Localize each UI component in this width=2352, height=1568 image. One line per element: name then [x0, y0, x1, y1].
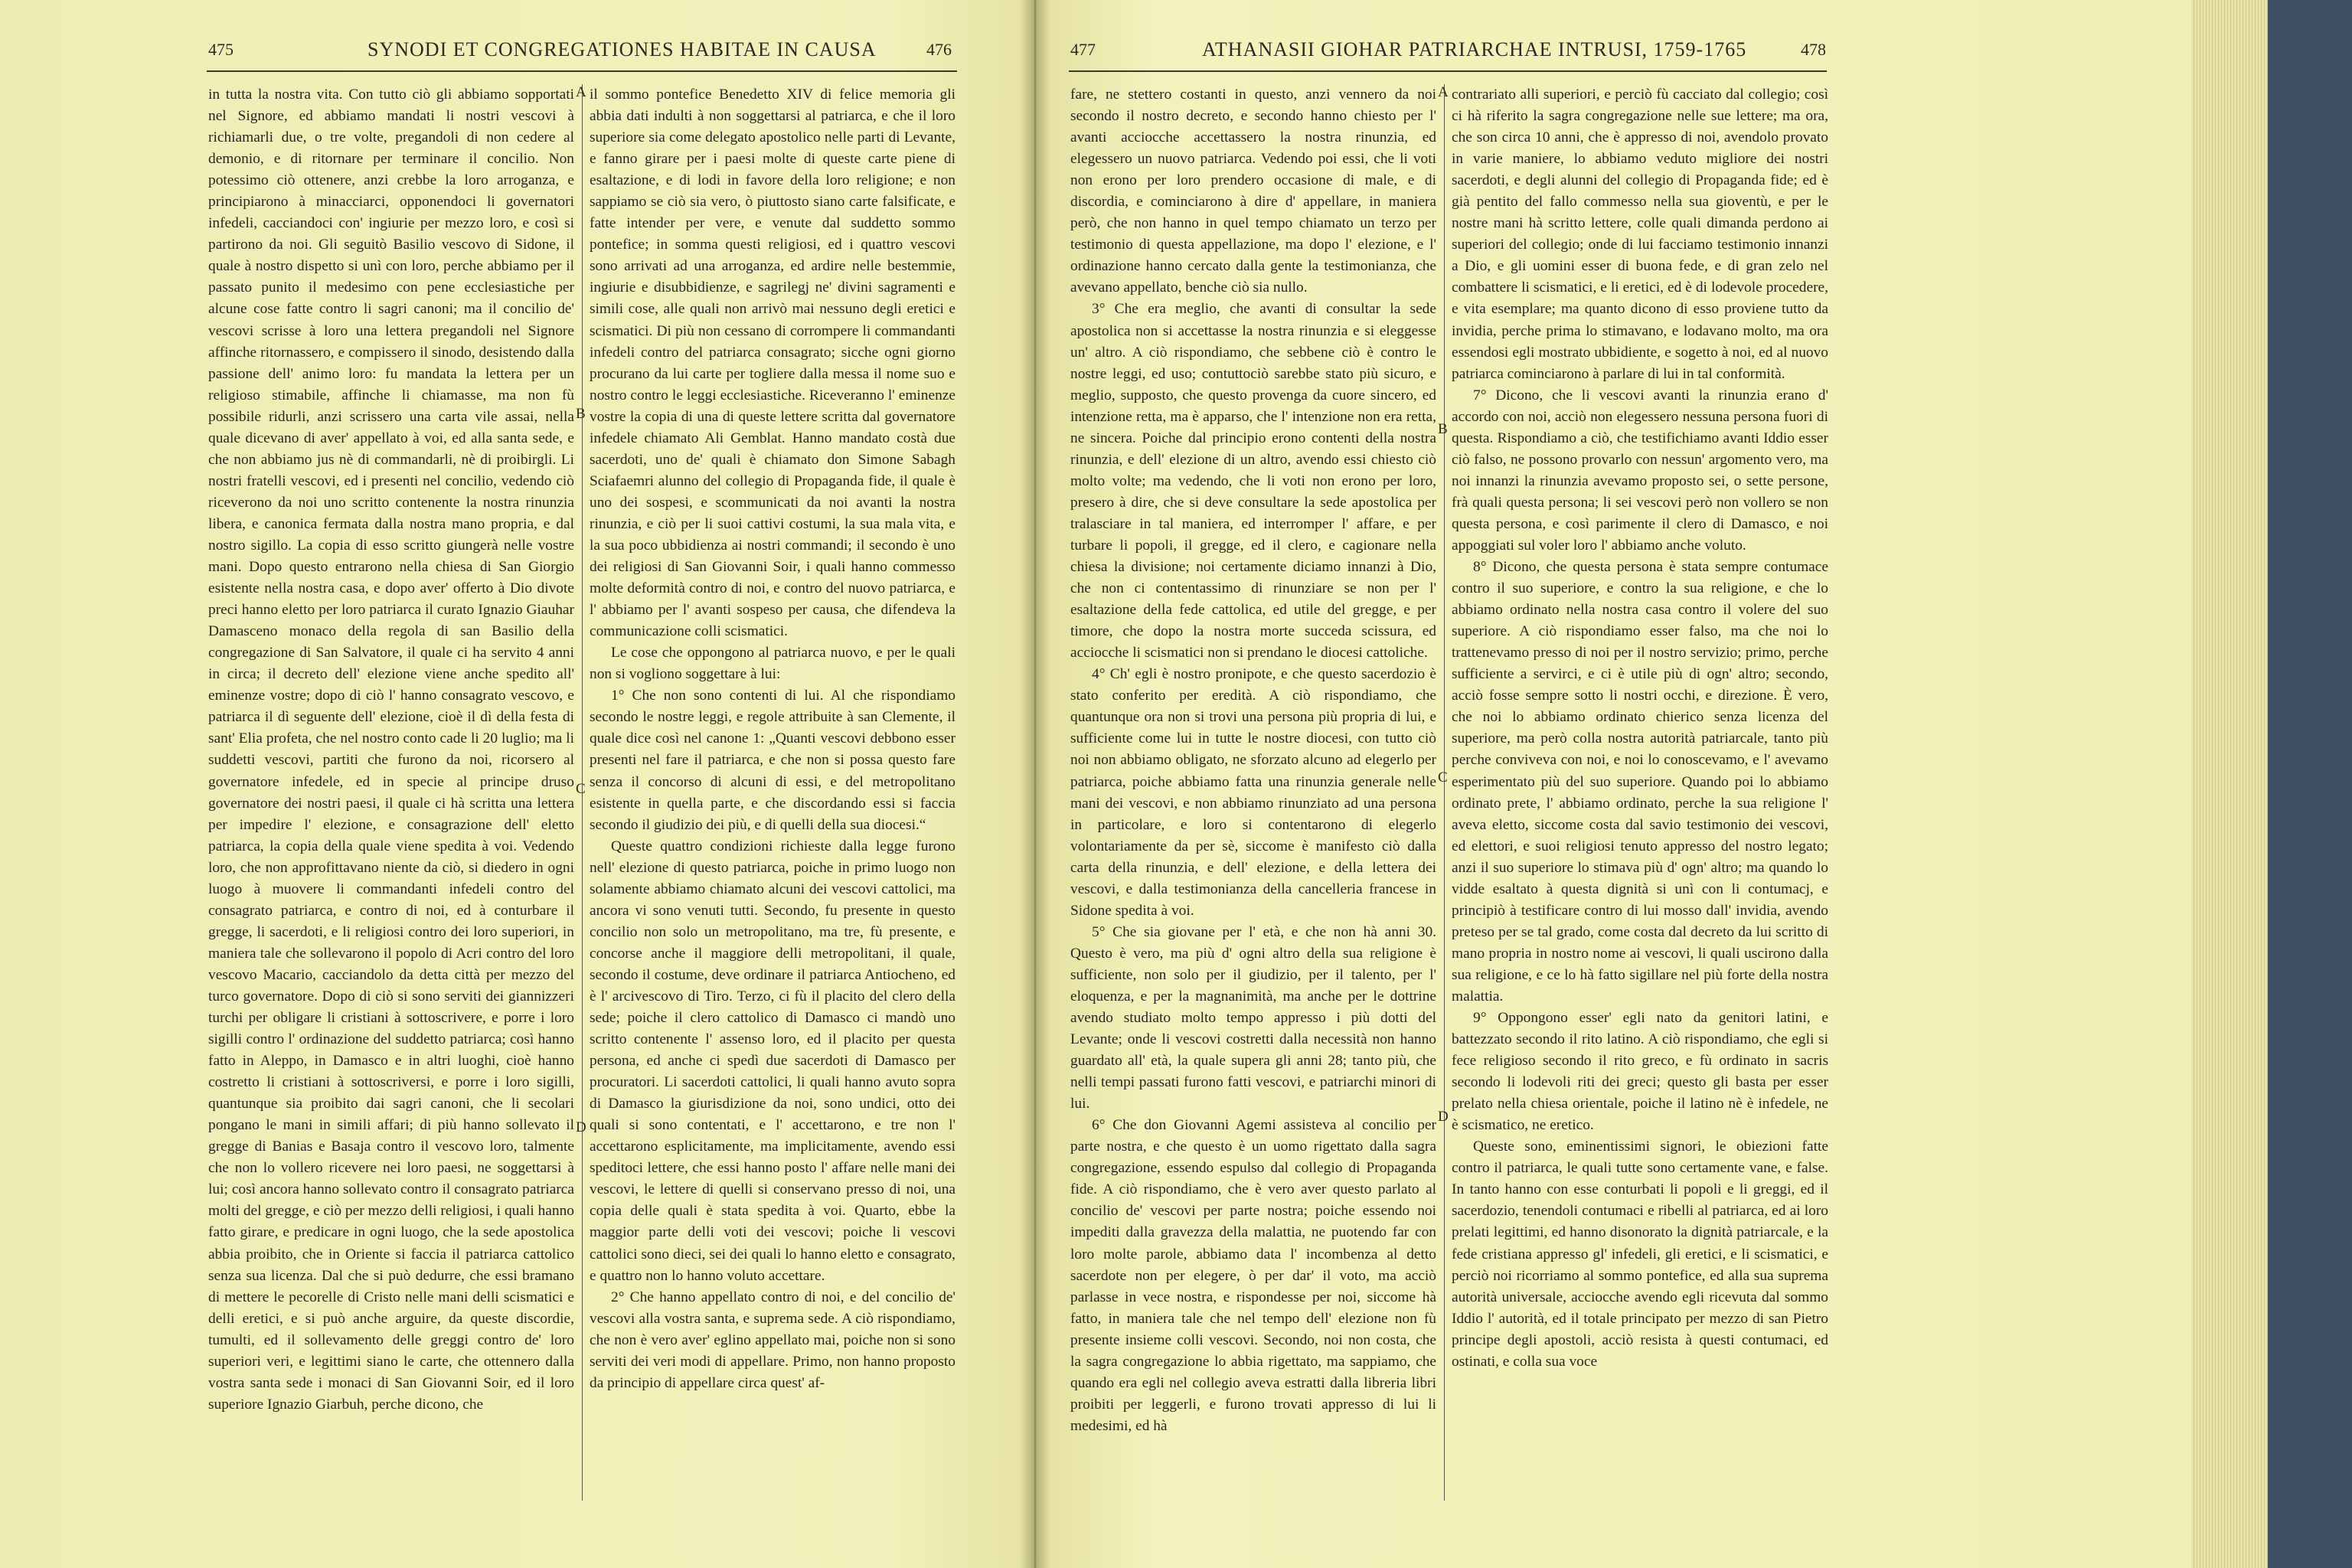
- left-column-b: [590, 84, 956, 1524]
- paragraph: 1° Che non sono contenti di lui. Al che rispondiamo secondo le nostre leggi, e regole attribuite à san Clemente, il quale dice così nel canone 1: „Quanti vescovi debbono esser presenti nel fare il patriarca, e che non si possa questo fare senza il concorso di alcuni di essi, e del metropolitano esistente in quella parte, e che discordando essi si faccia secondo il giudizio dei più, e di quelli della sua diocesi.“: [590, 688, 956, 833]
- paragraph: 7° Dicono, che li vescovi avanti la rinunzia erano d' accordo con noi, acciò non elegessero nessuna persona fuori di questa. Rispondiamo a ciò, che testifichiamo avanti Iddio esser ciò falso, ne possono provarlo con nessun' argomento vero, ma noi innanzi la rinunzia avevamo proposto sei, o sette persone, frà quali questa persona; li sei vescovi però non vollero se non questa persona, e così parimente il clero di Damasco, e noi appoggiati sul voler loro l' abbiamo anche voluto.: [1452, 387, 1828, 554]
- paragraph: 2° Che hanno appellato contro di noi, e del concilio de' vescovi alla vostra santa, e suprema sede. A ciò rispondiamo, che non è vero aver' eglino appellato mai, poiche non si sono serviti dei veri modi di appellare. Primo, non hanno proposto da principio di appellare circa quest' af-: [590, 1289, 956, 1391]
- left-column-a: [208, 84, 574, 1524]
- right-column-divider: [1444, 84, 1445, 1501]
- paragraph: Queste sono, eminentissimi signori, le obiezioni fatte contro il patriarca, le quali tutte sono certamente vane, e false. In tanto hanno con esse conturbati li popoli e li greggi, ed il sacerdozio, tenendoli contumaci e ribelli al patriarca, ed ai loro prelati legittimi, ed hanno disonorato la dignità patriarcale, e la fede cristiana appresso gl' infedeli, gli eretici, e li scismatici, e perciò noi ricorriamo al sommo pontefice, ed alla sua suprema autorità universale, acciocche avendo egli ricevuta dal sommo Iddio l' autorità, ed il totale principato per mezzo di san Pietro principe degli apostoli, acciò resista à questi contumaci, ed ostinati, e colla sua voce: [1452, 1138, 1828, 1370]
- right-column-b: [1452, 84, 1828, 1524]
- page-number-476: 476: [926, 40, 952, 59]
- margin-letter-c: C: [1438, 769, 1448, 786]
- paragraph: 8° Dicono, che questa persona è stata sempre contumace contro il suo superiore, e contro la sua religione, e che lo abbiamo ordinato nella nostra casa contro il volere del suo superiore. A ciò rispondiamo esser falso, ma che noi lo trattenevamo presso di noi per il nostro servizio; primo, perche sufficiente a servirci, e ci è utile più di ogn' altro; secondo, acciò fosse sempre sotto li nostri occhi, e direzione. È vero, che noi lo abbiamo ordinato chierico senza licenza del superiore, ma però colla nostra autorità patriarcale, tanto più perche conviveva con noi, e noi lo conoscevamo, e l' avevamo esperimentato più del suo superiore. Quando poi lo abbiamo ordinato prete, l' abbiamo ordinato, perche la sua religione l' aveva eletto, siccome costa dal savio testimonio dei vescovi, ed elettori, e suoi religiosi tenuto appresso del nostro legato; anzi il suo superiore lo stimava più d' ogn' altro; ma quando lo vidde esaltato à questa dignità si unì con li contumacj, e principiò à testificare contro di lui mosso dall' invidia, avendo preteso per se tal grado, come costa dal decreto da lui scritto di mano propria in nostro nome ai vescovi, li quali uscirono dalla sua religione, e ce lo hà fatto sigillare nel più forte della nostra malattia.: [1452, 559, 1828, 1004]
- right-running-head: ATHANASII GIOHAR PATRIARCHAE INTRUSI, 1759-1765: [1202, 38, 1747, 60]
- page-edges: [2191, 0, 2268, 1568]
- margin-letter-b: B: [1438, 421, 1448, 437]
- paragraph: 6° Che don Giovanni Agemi assisteva al concilio per parte nostra, e che questo è un uomo rigettato dalla sagra congregazione, essendo espulso dal collegio di Propaganda fide. A ciò rispondiamo, che è vero aver questo parlato al concilio de' vescovi per parte nostra; poiche essendo noi impediti dalla gravezza della malattia, ne puotendo far con loro molte parole, abbiamo data l' incombenza al detto sacerdote non per elegere, ò per dar' il voto, ma acciò parlasse in vece nostra, e rispondesse per noi, siccome hà fatto, in maniera tale che nel tempo dell' elezione non fù presente insieme colli vescovi. Secondo, noi non costa, che la sagra congregazione lo abbia rigettato, ma sappiamo, che quando era egli nel collegio aveva estratti dalla libreria libri proibiti per leggerli, e furono trovati appresso di lui li medesimi, ed hà: [1070, 1117, 1436, 1434]
- left-running-head: SYNODI ET CONGREGATIONES HABITAE IN CAUSA: [368, 38, 877, 60]
- right-page: [1035, 0, 2191, 1568]
- margin-letter-d: D: [1438, 1109, 1449, 1125]
- margin-letter-d: D: [576, 1119, 586, 1135]
- paragraph: 9° Oppongono esser' egli nato da genitori latini, e battezzato secondo il rito latino. A ciò rispondiamo, che egli si fece religioso secondo il rito greco, e fù ordinato in sacris secondo li lodevoli riti dei greci; questo gli basta per esser prelato nella chiesa orientale, poiche il latino nè è infedele, ne è scismatico, ne eretico.: [1452, 1010, 1828, 1134]
- paragraph: contrariato alli superiori, e perciò fù cacciato dal collegio; così ci hà riferito la sagra congregazione nelle sue lettere; ma ora, che son circa 10 anni, che è appresso di noi, avendolo provato in varie maniere, lo abbiamo veduto migliore dei nostri sacerdoti, e degli alunni del collegio di Propaganda fide; ed è già pentito del fallo commesso nella sua gioventù, e per le nostre mani hà scritto lettere, colle quali dimanda perdono ai superiori del collegio; onde di lui facciamo testimonio innanzi a Dio, e gli uomini esser di buona fede, e di gran zelo nel combattere li scismatici, e li eretici, ed è di lodevole procedere, e vita esemplare; ma quanto dicono di esso proviene tutto da invidia, perche prima lo stimavano, e lodavano molto, ma ora essendosi egli mostrato ubbidiente, e sogetto à noi, ed al nuovo patriarca cominciarono à parlare di lui in tal conformità.: [1452, 87, 1828, 382]
- paragraph: fare, ne stettero costanti in questo, anzi vennero da noi secondo il nostro decreto, e secondo hanno chiesto per l' avanti acciocche accettassero la nostra rinunzia, ed elegessero un nuovo patriarca. Vedendo poi essi, che li voti non erono per loro prendero occasione di male, e di discordia, e cominciarono à dire d' appellare, in maniera però, che non hanno in quel tempo chiamato un terzo per testimonio di questa appellazione, ma dopo l' elezione, e l' ordinazione hanno cercato dalla gente la testimonianza, che avevano appellato, benche ciò sia nullo.: [1070, 87, 1436, 296]
- left-header-rule: [207, 70, 957, 72]
- book-cover-edge: [2268, 0, 2352, 1568]
- margin-letter-a: A: [576, 84, 586, 100]
- book-gutter: [1020, 0, 1050, 1568]
- margin-letter-b: B: [576, 406, 586, 422]
- page-number-475: 475: [208, 40, 234, 59]
- paragraph: 4° Ch' egli è nostro pronipote, e che questo sacerdozio è stato conferito per eredità. A ciò rispondiamo, che quantunque ora non si trovi una persona più propria di lui, e sufficiente come lui in tutte le nostre diocesi, con tutto ciò noi non abbiamo obligato, ne sforzato alcuno ad elegerlo per patriarca, poiche abbiamo fatta una rinunzia generale nelle mani dei vescovi, e non abbiamo rinunziato ad una persona in particolare, e loro si contentarono di elegerlo volontariamente da per sè, siccome è manifesto ciò dalla carta della rinunzia, e dell' elezione, e della lettera dei vescovi, e dalla testimonianza della cancelleria francese in Sidone spedita à voi.: [1070, 666, 1436, 919]
- left-page: [0, 0, 1035, 1568]
- paragraph: il sommo pontefice Benedetto XIV di felice memoria gli abbia dati indulti à non soggettarsi al patriarca, e che il loro superiore sia come delegato apostolico nelle parti di Levante, e fanno girare per i paesi molte di queste carte piene di esaltazione, e di lodi in favore della loro religione; e non sappiamo se ciò sia vero, ò piuttosto siano carte falsificate, e fatte intender per vere, e venute dal suddetto sommo pontefice; in somma questi religiosi, ed i quattro vescovi sono arrivati ad una arroganza, ed ardire nelle bestemmie, ingiurie e disubbidienze, e sagrilegj ne' divini sagramenti e simili cose, alle quali non arrivò mai nessuno degli eretici e scismatici. Di più non cessano di corrompere li commandanti infedeli contro del patriarca consagrato; sicche ogni giorno procurano da lui carte per togliere dalla messa il nome suo e nostro contro le leggi ecclesiastiche. Riceveranno l' eminenze vostre la copia di una di queste lettere scritta dal governatore infedele chiamato Ali Gemblat. Hanno mandato costà due sacerdoti, uno de' quali è chiamato don Simone Sabagh Sciafaemri alunno del collegio di Propaganda fide, il quale è uno dei sospesi, e scommunicati da noi avanti la nostra rinunzia, e ciò per li suoi cattivi costumi, la sua mala vita, e la sua poco ubbidienza ai nostri commandi; il secondo è uno dei religiosi di San Giovanni Soir, i quali hanno commesso molte deformità contro di noi, e contro del nuovo patriarca, e l' abbiamo per l' avanti sospeso per causa, che difendeva la communicazione colli scismatici.: [590, 87, 956, 640]
- margin-letter-a: A: [1438, 84, 1449, 100]
- paragraph: Queste quattro condizioni richieste dalla legge furono nell' elezione di questo patriarca, poiche in primo luogo non solamente abbiamo chiamato alcuni dei vescovi cattolici, ma ancora vi sono venuti tutti. Secondo, fu presente in questo concilio non solo un metropolitano, ma tre, fù presente, e concorse anche il maggiore delli metropolitani, il quale, secondo il costume, deve ordinare il patriarca Antiocheno, ed è l' arcivescovo di Tiro. Terzo, ci fù il placito del clero della sede; poiche il clero cattolico di Damasco ci mandò uno scritto contenente l' assenso loro, ed il placito per questa persona, ed anche ci spedì due sacerdoti di Damasco per procuratori. Li sacerdoti cattolici, li quali hanno avuto sopra di Damasco la giurisdizione da noi, sono undici, otto dei quali si sono contentati, e l' accettarono, e tre non l' accettarono esplicitamente, ma implicitamente, avendo essi speditoci lettere, che essi hanno posto l' affare nelle mani dei vescovi, le lettere di quelli si conservano presso di noi, una copia delle quali è stata spedita à voi. Quarto, ebbe la maggior parte delli voti dei vescovi; poiche li vescovi cattolici sono dieci, sei dei quali lo hanno eletto e consagrato, e quattro non lo hanno voluto accettare.: [590, 838, 956, 1284]
- paragraph: Le cose che oppongono al patriarca nuovo, e per le quali non si vogliono soggettare à lui:: [590, 645, 956, 683]
- paragraph: 3° Che era meglio, che avanti di consultar la sede apostolica non si accettasse la nostra rinunzia e si eleggesse un' altro. A ciò rispondiamo, che sebbene ciò è contro le nostre leggi, ed uso; contuttociò sarebbe stato più sicuro, e meglio, supposto, che questo provenga da cuore sincero, ed intenzione retta, ma è apparso, che l' intenzione non era retta, ne sincera. Poiche dal principio erono contenti della nostra rinunzia, e dell' elezione di un altro, avendo essi chiesto ciò molto volte; ma vedendo, che li voti non erono per loro, presero à dire, che si deve consultare la sede apostolica per tralasciare in tal maniera, ed interromper l' affare, e per turbare li popoli, il gregge, ed il clero, e cagionare nella chiesa la divisione; noi certamente diciamo innanzi à Dio, che non ci contentassimo di rinunziare se non per l' esaltazione della fede cattolica, ed utile del gregge, e per timore, che dopo la nostra morte succeda scissura, ed acciocche li scismatici non si prendano le diocesi cattoliche.: [1070, 301, 1436, 662]
- page-number-477: 477: [1070, 40, 1096, 59]
- page-number-478: 478: [1801, 40, 1826, 59]
- margin-letter-c: C: [576, 781, 586, 797]
- paragraph: 5° Che sia giovane per l' età, e che non hà anni 30. Questo è vero, ma più d' ogni altro della sua religione è sufficiente, non solo per il giudizio, per il talento, per l' eloquenza, e per la magnanimità, ma anche per le dottrine avendo studiato molto tempo appresso i più dotti del Levante; onde li vescovi costretti dalla necessità non hanno guardato all' età, la quale supera gli anni 28; tanto più, che nelli tempi passati furono fatti vescovi, e patriarchi minori di lui.: [1070, 923, 1436, 1112]
- right-column-a: [1070, 84, 1436, 1524]
- paragraph: in tutta la nostra vita. Con tutto ciò gli abbiamo sopportati nel Signore, ed abbiamo mandati li nostri vescovi à richiamarli due, o tre volte, pregandoli di non cedere al demonio, e di ritornare per terminare il concilio. Non potessimo ciò ottenere, anzi crebbe la loro arroganza, e principiarono à minacciarci, opponendoci li governatori infedeli, cacciandoci con' ingiurie per mezzo loro, e così si partirono da noi. Gli seguitò Basilio vescovo di Sidone, il quale à nostro dispetto si unì con loro, perche abbiamo per il passato punito il medesimo con pene ecclesiastiche per alcune cose fatte contro li sagri canoni; ma il concilio de' vescovi scrisse à loro una lettera pregandoli nel Signore affinche ritornassero, e compissero il sinodo, desistendo dalla passione dell' animo loro: fu mandata la lettera per un religioso stimabile, affinche li chiamasse, ma non fù possibile ridurli, anzi scrissero una carta vile assai, nella quale dicevano di aver' appellato à voi, ed alla santa sede, e che non abbiamo jus nè di commandarli, nè di proibirgli. Li nostri fratelli vescovi, ed i presenti nel concilio, vedendo ciò riceverono da noi uno scritto contenente la nostra rinunzia libera, e canonica fermata dalla nostra mano propria, e dal nostro sigillo. La copia di esso scritto giungerà nelle vostre mani. Dopo questo entrarono nella chiesa di San Giorgio esistente nella nostra casa, e dopo aver' offerto à Dio divote preci hanno eletto per loro patriarca il curato Ignazio Giauhar Damasceno monaco della regola di san Basilio della congregazione di San Salvatore, il quale ci ha servito 4 anni in circa; il decreto dell' elezione viene anche spedito all' eminenze vostre; dopo di ciò l' hanno consagrato vescovo, e patriarca il dì seguente dell' elezione, cioè il dì della festa di sant' Elia profeta, che nel nostro conto cade li 20 luglio; ma li suddetti vescovi, partiti che furono da noi, ricorsero al governatore infedele, ed in specie al principe druso governatore dei nostri paesi, il quale ci hà scritta una lettera per impedire l' elezione, e consagrazione dell' eletto patriarca, la copia della quale viene spedita à voi. Vedendo loro, che non approfittavano niente da ciò, si diedero in ogni luogo à muovere li commandanti infedeli contro del consagrato patriarca, e contro di noi, ed à conturbare il gregge, li sacerdoti, e li religiosi contro dei loro superiori, in maniera tale che sollevarono il popolo di Acri contro del loro vescovo Macario, cacciandolo da detta città per mezzo del turco governatore. Dopo di ciò si sono serviti dei giannizzeri turchi per obligare li cristiani à sottoscrivere, e porre i loro sigilli contro l' ordinazione del suddetto patriarca; così hanno fatto in Aleppo, in Damasco e in altri luoghi, cioè hanno costretto li cristiani à sottoscriversi, e porre i loro sigilli, quantunque sia proibito dai sagri canoni, che li secolari pongano le mani in simili affari; di più hanno sollevato il gregge di Banias e Basaja contro il vescovo loro, talmente che non lo vollero ricevere nei loro paesi, ne soggettarsi à lui; così ancora hanno sollevato contro il consagrato patriarca molti del gregge, e ciò per mezzo delli religiosi, i quali hanno fatto girare, e predicare in ogni luogo, che la sede apostolica abbia proibito, che in Oriente si faccia il patriarca cattolico senza sua licenza. Dal che si può dedurre, che essi bramano di mettere le pecorelle di Cristo nelle mani delli scismatici e delli eretici, e si può anche arguire, da queste discordie, tumulti, ed il sollevamento delle greggi contro de' loro superiori veri, e legittimi siano le carte, che ottennero dalla vostra santa sede i monaci di San Giovanni Soir, ed il loro superiore Ignazio Giarbuh, perche dicono, che: [208, 87, 574, 1413]
- right-header-rule: [1069, 70, 1827, 72]
